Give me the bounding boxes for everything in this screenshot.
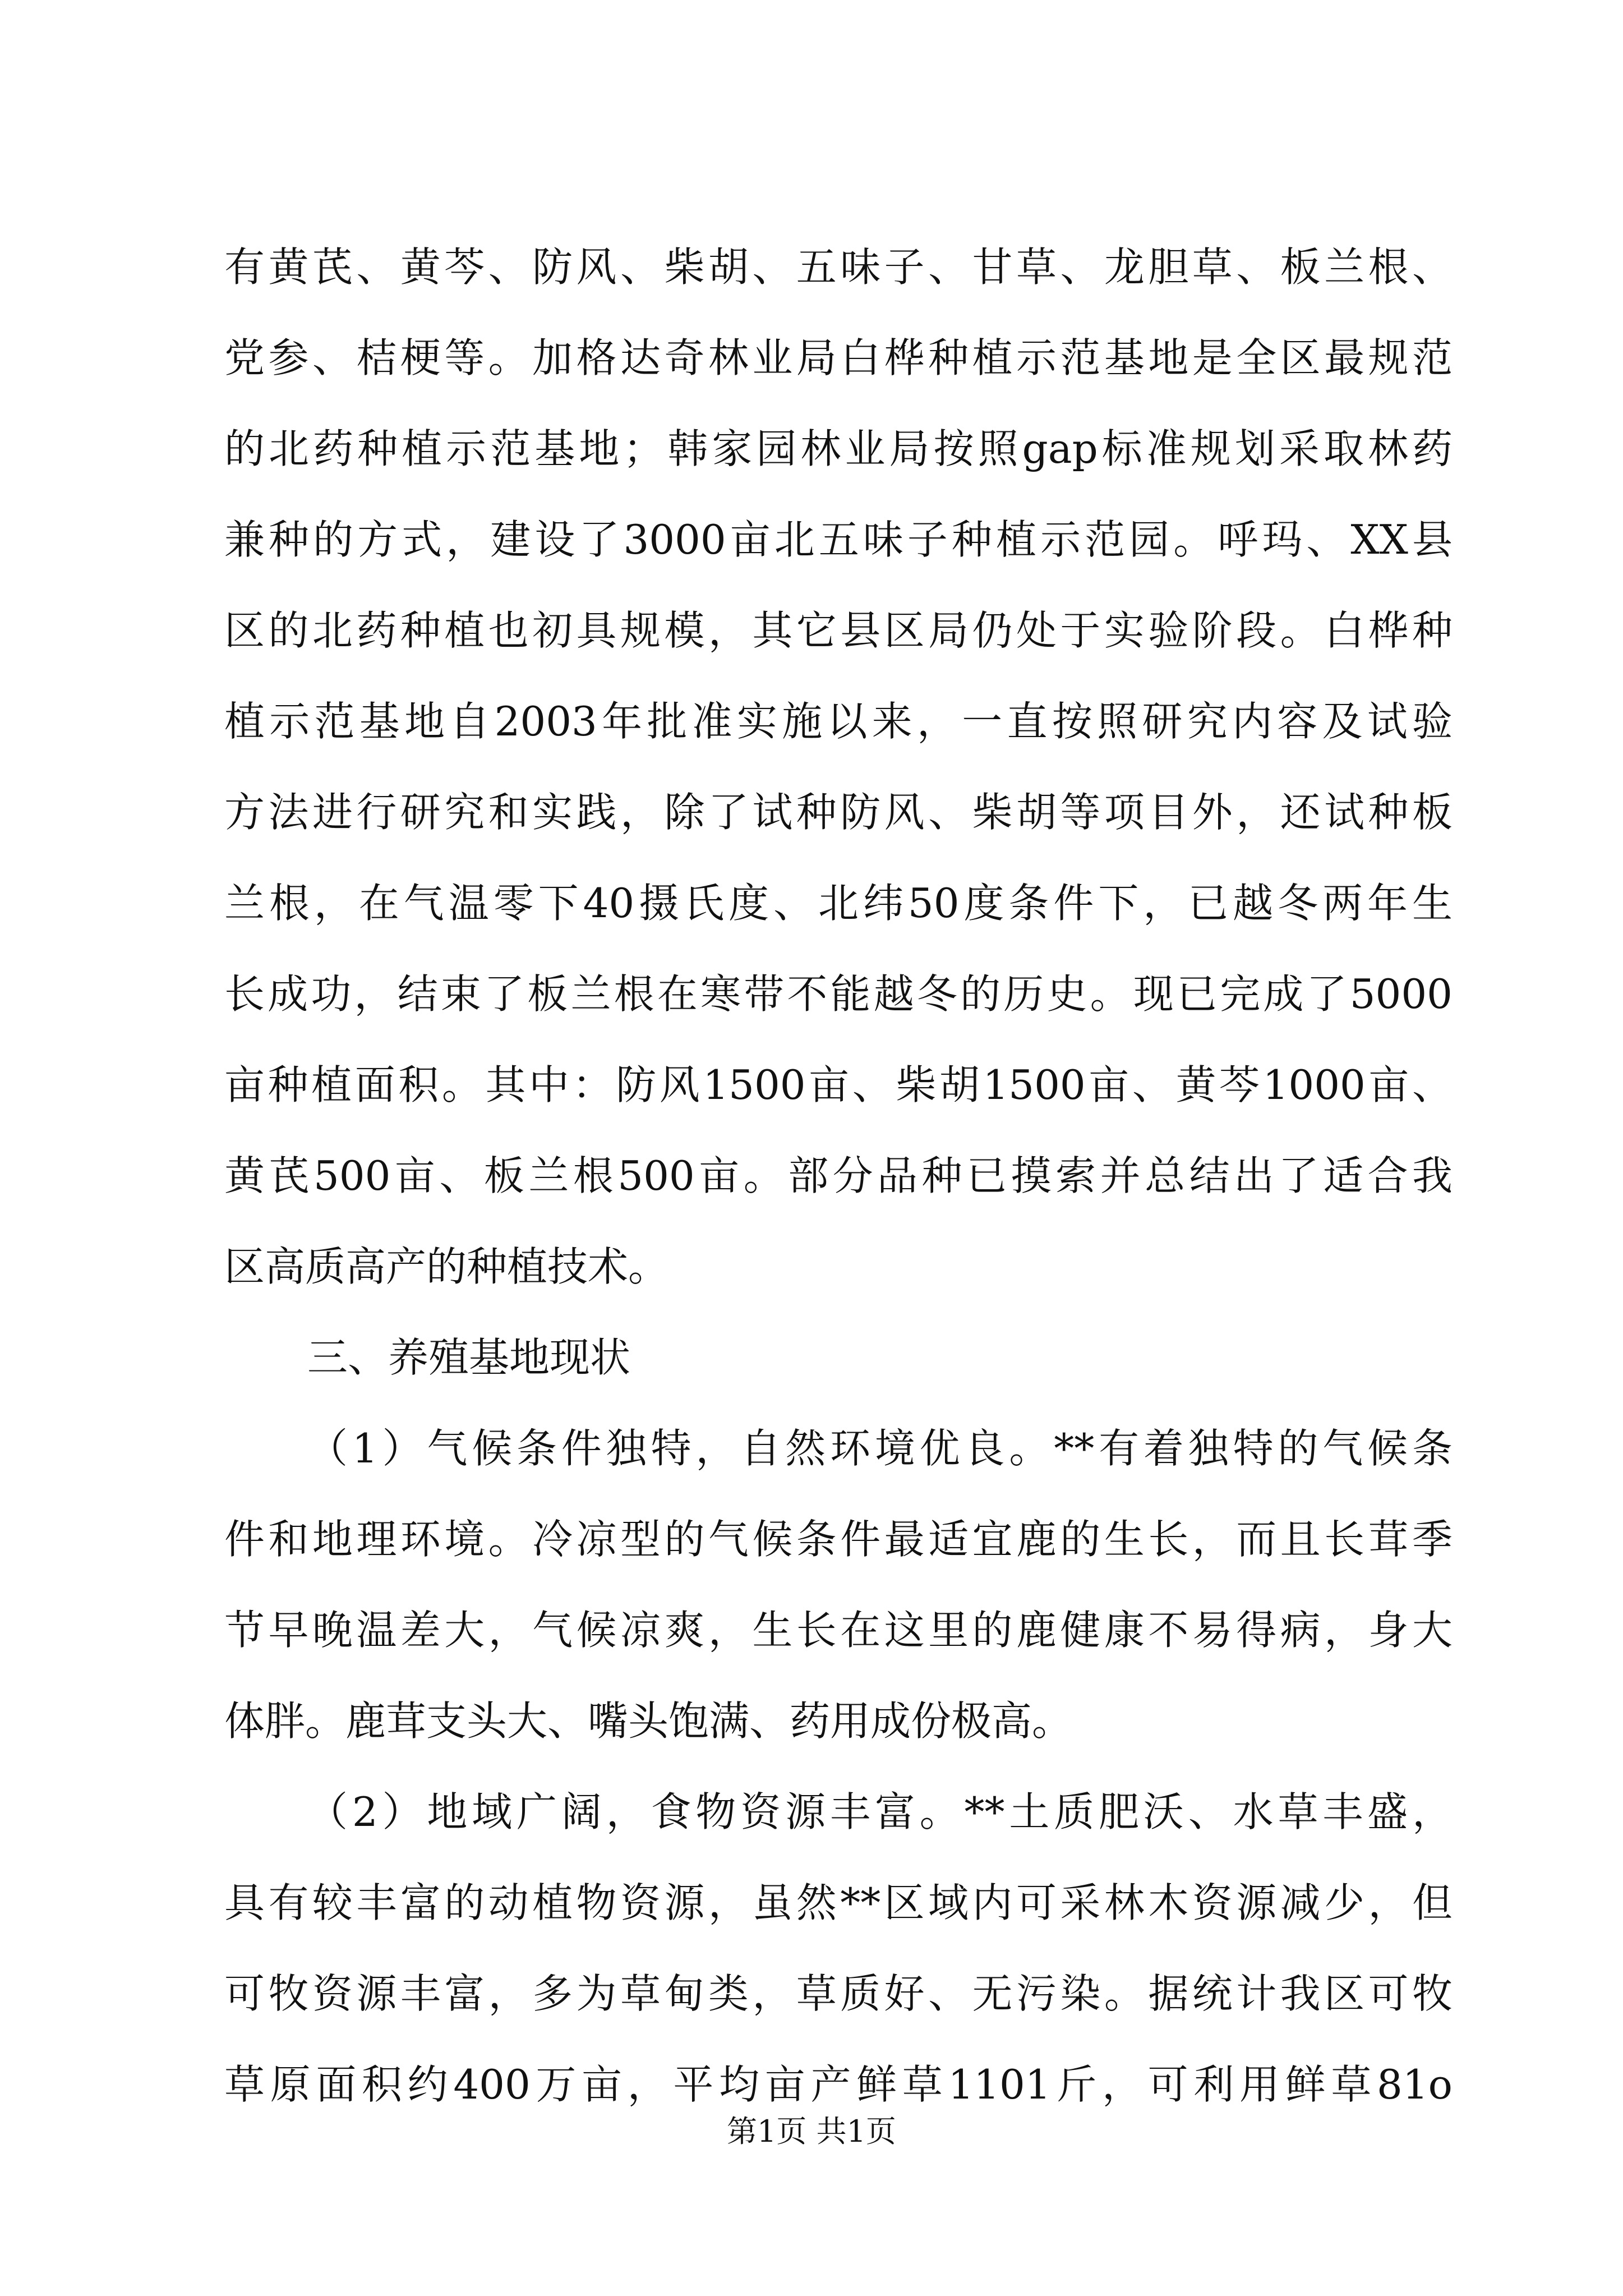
page-footer bbox=[0, 2112, 1623, 2151]
text-line: 有黄芪、黄芩、防风、柴胡、五味子、甘草、龙胆草、板兰根、 bbox=[224, 243, 1453, 291]
text-line: 黄芪500亩、板兰根500亩。部分品种已摸索并总结出了适合我 bbox=[224, 1152, 1453, 1199]
text-line: 体胖。鹿茸支头大、嘴头饱满、药用成份极高。 bbox=[224, 1697, 1073, 1745]
text-line: 可牧资源丰富，多为草甸类，草质好、无污染。据统计我区可牧 bbox=[224, 1970, 1453, 2017]
document-body bbox=[224, 222, 1453, 2130]
text-line: 亩种植面积。其中：防风1500亩、柴胡1500亩、黄芩1000亩、 bbox=[224, 1061, 1453, 1108]
text-line: 的北药种植示范基地；韩家园林业局按照gap标准规划采取林药 bbox=[224, 425, 1453, 472]
text-line: 草原面积约400万亩，平均亩产鲜草1101斤，可利用鲜草81o bbox=[224, 2061, 1453, 2108]
text-line: （2）地域广阔，食物资源丰富。**土质肥沃、水草丰盛， bbox=[307, 1788, 1453, 1835]
section-heading: 三、养殖基地现状 bbox=[307, 1334, 631, 1381]
text-line: 植示范基地自2003年批准实施以来，一直按照研究内容及试验 bbox=[224, 698, 1453, 745]
text-line: （1）气候条件独特，自然环境优良。**有着独特的气候条 bbox=[307, 1425, 1453, 1472]
text-line: 方法进行研究和实践，除了试种防风、柴胡等项目外，还试种板 bbox=[224, 789, 1453, 836]
text-line: 兼种的方式，建设了3000亩北五味子种植示范园。呼玛、XX县 bbox=[224, 516, 1453, 563]
text-line: 区高质高产的种植技术。 bbox=[224, 1243, 669, 1290]
text-line: 节早晚温差大，气候凉爽，生长在这里的鹿健康不易得病，身大 bbox=[224, 1607, 1453, 1654]
text-line: 件和地理环境。冷凉型的气候条件最适宜鹿的生长，而且长茸季 bbox=[224, 1516, 1453, 1563]
text-line: 区的北药种植也初具规模，其它县区局仍处于实验阶段。白桦种 bbox=[224, 607, 1453, 654]
page-number: 第1页 共1页 bbox=[727, 2114, 896, 2149]
text-line: 兰根，在气温零下40摄氏度、北纬50度条件下，已越冬两年生 bbox=[224, 880, 1453, 927]
text-line: 长成功，结束了板兰根在寒带不能越冬的历史。现已完成了5000 bbox=[224, 970, 1453, 1018]
text-line: 具有较丰富的动植物资源，虽然**区域内可采林木资源减少，但 bbox=[224, 1879, 1453, 1926]
text-line: 党参、桔梗等。加格达奇林业局白桦种植示范基地是全区最规范 bbox=[224, 334, 1453, 381]
